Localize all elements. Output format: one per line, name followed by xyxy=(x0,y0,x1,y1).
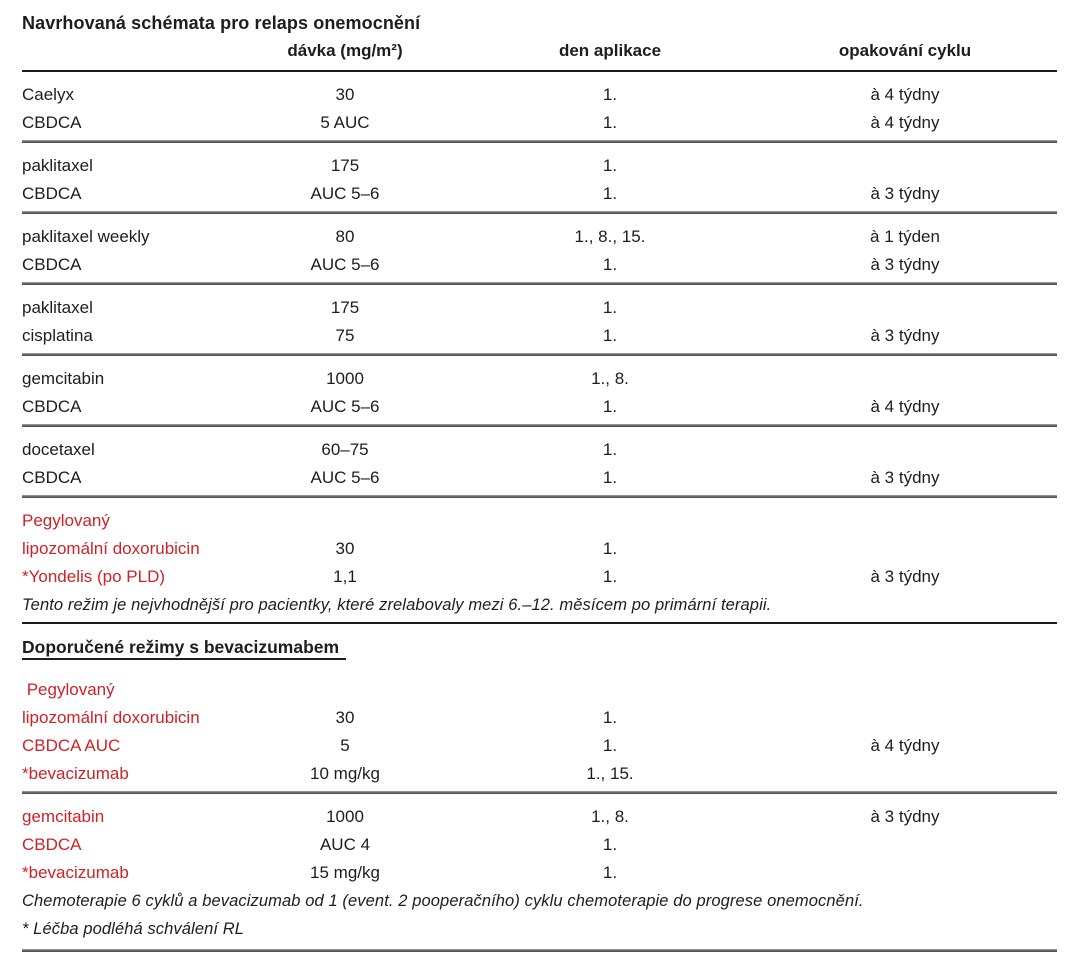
table-title: Navrhovaná schémata pro relaps onemocnění xyxy=(22,13,421,33)
dose-cell: 60–75 xyxy=(321,440,369,459)
table-row xyxy=(22,436,1057,464)
table-row xyxy=(22,859,1057,887)
drug-name-cell: CBDCA xyxy=(22,184,82,203)
dose-cell: 1000 xyxy=(326,807,364,826)
day-cell: 1. xyxy=(602,184,618,203)
cycle-cell: à 3 týdny xyxy=(870,326,940,345)
dose-cell: 5 xyxy=(340,736,350,755)
cycle-cell: à 4 týdny xyxy=(870,736,940,755)
regimen-group xyxy=(22,356,1057,424)
day-cell: 1. xyxy=(602,863,618,882)
dose-cell: 1,1 xyxy=(333,567,357,586)
day-cell: 1. xyxy=(602,397,618,416)
regimen-group xyxy=(22,143,1057,211)
table-row xyxy=(22,109,1057,137)
day-cell: 1. xyxy=(602,85,618,104)
dose-cell: 175 xyxy=(330,156,360,175)
day-cell: 1. xyxy=(602,736,618,755)
dose-cell: 30 xyxy=(335,85,355,104)
table-row xyxy=(22,803,1057,831)
regimen-table xyxy=(22,0,1057,952)
table-row xyxy=(22,251,1057,279)
dose-cell: 75 xyxy=(335,326,355,345)
section2-heading xyxy=(22,624,1057,667)
cycle-cell: à 3 týdny xyxy=(870,807,940,826)
drug-name-cell: CBDCA AUC xyxy=(22,736,121,755)
table-row xyxy=(22,180,1057,208)
table-row xyxy=(22,393,1057,421)
day-cell: 1., 15. xyxy=(586,764,634,783)
table-row xyxy=(22,81,1057,109)
drug-name-cell: *bevacizumab xyxy=(22,863,129,882)
dose-cell: 15 mg/kg xyxy=(310,863,380,882)
section2-body xyxy=(22,667,1057,952)
table-row xyxy=(22,223,1057,251)
dose-cell: 1000 xyxy=(326,369,364,388)
table-row xyxy=(22,322,1057,350)
cycle-cell: à 4 týdny xyxy=(870,113,940,132)
dose-cell: AUC 5–6 xyxy=(310,184,380,203)
drug-name-cell: CBDCA xyxy=(22,468,82,487)
table-row xyxy=(22,464,1057,492)
cycle-cell: à 4 týdny xyxy=(870,85,940,104)
dose-cell: AUC 5–6 xyxy=(310,397,380,416)
drug-name-cell: CBDCA xyxy=(22,835,82,854)
drug-name-cell: *bevacizumab xyxy=(22,764,129,783)
drug-name-cell: lipozomální doxorubicin xyxy=(22,708,200,727)
drug-name-cell: gemcitabin xyxy=(22,369,105,388)
day-cell: 1., 8. xyxy=(591,369,629,388)
table-note: * Léčba podléhá schválení RL xyxy=(22,920,245,938)
drug-name-cell: CBDCA xyxy=(22,397,82,416)
drug-name-cell: docetaxel xyxy=(22,440,95,459)
drug-name-cell: Pegylovaný xyxy=(22,511,110,530)
table-row xyxy=(22,704,1057,732)
drug-name-cell: paklitaxel xyxy=(22,298,93,317)
cycle-cell: à 4 týdny xyxy=(870,397,940,416)
table-row xyxy=(22,507,1057,535)
table-row xyxy=(22,563,1057,591)
table-row xyxy=(22,831,1057,859)
dose-cell: 30 xyxy=(335,539,355,558)
drug-name-cell: paklitaxel xyxy=(22,156,93,175)
day-cell: 1. xyxy=(602,156,618,175)
regimen-group xyxy=(22,285,1057,353)
section1-body xyxy=(22,72,1057,624)
drug-name-cell: CBDCA xyxy=(22,113,82,132)
day-cell: 1. xyxy=(602,298,618,317)
day-cell: 1. xyxy=(602,326,618,345)
day-cell: 1. xyxy=(602,539,618,558)
table-note: Chemoterapie 6 cyklů a bevacizumab od 1 (event. 2 pooperačního) cyklu chemoterapie do progrese onemocnění. xyxy=(22,892,864,910)
regimen-group xyxy=(22,72,1057,140)
header-day: den aplikace xyxy=(558,41,662,60)
day-cell: 1. xyxy=(602,835,618,854)
day-cell: 1. xyxy=(602,255,618,274)
header-dose: dávka (mg/m²) xyxy=(287,41,403,60)
day-cell: 1. xyxy=(602,468,618,487)
cycle-cell: à 3 týdny xyxy=(870,255,940,274)
regimen-group xyxy=(22,667,1057,791)
cycle-cell: à 1 týden xyxy=(870,227,940,246)
regimen-group xyxy=(22,427,1057,495)
drug-name-cell: paklitaxel weekly xyxy=(22,227,150,246)
day-cell: 1. xyxy=(602,113,618,132)
section2-heading-label: Doporučené režimy s bevacizumabem xyxy=(22,637,346,660)
drug-name-cell: cisplatina xyxy=(22,326,93,345)
table-row xyxy=(22,732,1057,760)
table-row xyxy=(22,365,1057,393)
dose-cell: AUC 4 xyxy=(319,835,371,854)
drug-name-cell: Caelyx xyxy=(22,85,74,104)
header-cycle: opakování cyklu xyxy=(838,41,972,60)
dose-cell: 30 xyxy=(335,708,355,727)
dose-cell: 10 mg/kg xyxy=(310,764,380,783)
dose-cell: 80 xyxy=(335,227,355,246)
table-note: Tento režim je nejvhodnější pro pacientky, které zrelabovaly mezi 6.–12. měsícem po primární terapii. xyxy=(22,596,772,614)
regimen-group xyxy=(22,498,1057,622)
cycle-cell: à 3 týdny xyxy=(870,567,940,586)
drug-name-cell: CBDCA xyxy=(22,255,82,274)
dose-cell: AUC 5–6 xyxy=(310,255,380,274)
drug-name-cell: *Yondelis (po PLD) xyxy=(22,567,166,586)
drug-name-cell: Pegylovaný xyxy=(22,680,115,699)
dose-cell: 5 AUC xyxy=(320,113,370,132)
drug-name-cell: lipozomální doxorubicin xyxy=(22,539,200,558)
table-row xyxy=(22,535,1057,563)
section-divider xyxy=(22,949,1057,952)
dose-cell: AUC 5–6 xyxy=(310,468,380,487)
regimen-group xyxy=(22,794,1057,949)
table-row xyxy=(22,676,1057,704)
dose-cell: 175 xyxy=(330,298,360,317)
regimen-group xyxy=(22,214,1057,282)
day-cell: 1. xyxy=(602,567,618,586)
day-cell: 1., 8., 15. xyxy=(574,227,646,246)
day-cell: 1. xyxy=(602,440,618,459)
table-header-row xyxy=(22,36,1057,70)
cycle-cell: à 3 týdny xyxy=(870,184,940,203)
day-cell: 1., 8. xyxy=(591,807,629,826)
table-row xyxy=(22,152,1057,180)
table-row xyxy=(22,760,1057,788)
drug-name-cell: gemcitabin xyxy=(22,807,105,826)
day-cell: 1. xyxy=(602,708,618,727)
cycle-cell: à 3 týdny xyxy=(870,468,940,487)
table-row xyxy=(22,294,1057,322)
